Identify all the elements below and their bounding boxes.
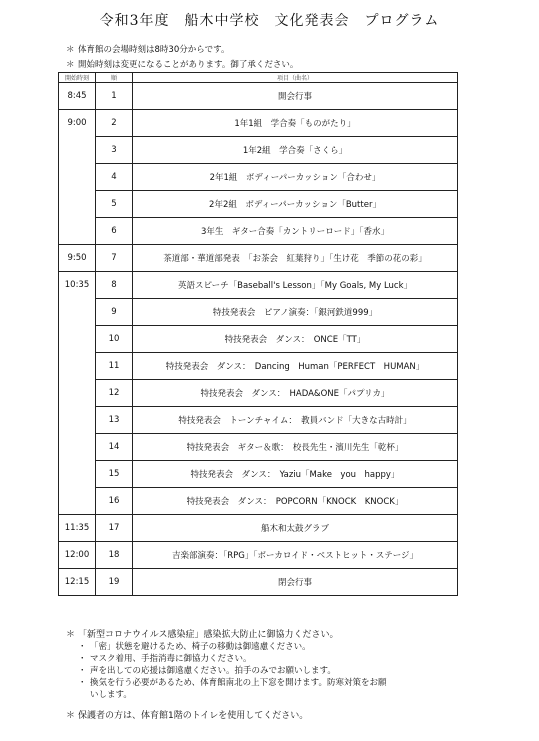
start-time: 9:00 [59, 110, 96, 245]
order-number: 17 [96, 515, 133, 542]
program-item: 特技発表会 トーンチャイム： 教員バンド「大きな古時計」 [133, 407, 458, 434]
order-number: 9 [96, 299, 133, 326]
page-title: 令和3年度 船木中学校 文化発表会 プログラム [99, 13, 440, 29]
bullet-mark: ・ [78, 654, 87, 664]
footer-toilet-text: 保護者の方は、体育館1階のトイレを使用してください。 [78, 711, 309, 721]
order-number: 3 [96, 137, 133, 164]
footer-covid-lead [66, 627, 338, 640]
order-number: 11 [96, 353, 133, 380]
program-item: 茶道部・華道部発表 「お茶会 紅葉狩り」「生け花 季節の花の彩」 [133, 245, 458, 272]
table-row [59, 110, 458, 137]
start-time: 12:00 [59, 542, 96, 569]
program-table [58, 72, 458, 596]
table-row [59, 299, 458, 326]
footer-bullet [78, 652, 252, 664]
footer-bullet-continuation: いします。 [90, 690, 132, 700]
table-header-row [59, 73, 458, 83]
header-order: 順 [96, 73, 133, 83]
program-item: 特技発表会 ダンス： HADA&ONE「パプリカ」 [133, 380, 458, 407]
program-item: 特技発表会 ダンス： ONCE「TT」 [133, 326, 458, 353]
footer-bullet [78, 640, 311, 652]
order-number: 15 [96, 461, 133, 488]
header-item: 項目（曲名） [133, 73, 458, 83]
table-row [59, 434, 458, 461]
bullet-mark: ・ [78, 642, 87, 652]
table-row [59, 83, 458, 110]
order-number: 2 [96, 110, 133, 137]
order-number: 8 [96, 272, 133, 299]
footer-bullet [78, 676, 386, 688]
bullet-mark: ・ [78, 678, 87, 688]
note-venue-time [66, 43, 229, 55]
table-row [59, 353, 458, 380]
start-time: 9:50 [59, 245, 96, 272]
note-mark: ＊ [66, 45, 75, 55]
program-item: 開会行事 [133, 83, 458, 110]
table-row [59, 326, 458, 353]
order-number: 10 [96, 326, 133, 353]
bullet-mark: ・ [78, 666, 87, 676]
note-text: 開始時刻は変更になることがあります。御了承ください。 [78, 60, 299, 70]
table-row [59, 380, 458, 407]
order-number: 4 [96, 164, 133, 191]
order-number: 16 [96, 488, 133, 515]
table-row [59, 191, 458, 218]
table-row [59, 569, 458, 596]
order-number: 5 [96, 191, 133, 218]
table-row [59, 488, 458, 515]
note-time-change [66, 58, 298, 70]
note-mark: ＊ [66, 60, 75, 70]
order-number: 14 [96, 434, 133, 461]
order-number: 13 [96, 407, 133, 434]
footer-bullet-text: 「密」状態を避けるため、椅子の移動は御遠慮ください。 [90, 642, 311, 652]
table-row [59, 542, 458, 569]
table-row [59, 164, 458, 191]
order-number: 7 [96, 245, 133, 272]
order-number: 1 [96, 83, 133, 110]
footer-bullet [78, 664, 336, 676]
order-number: 6 [96, 218, 133, 245]
header-time: 開始時刻 [59, 73, 96, 83]
program-item: 2年1組 ボディーパーカッション「合わせ」 [133, 164, 458, 191]
table-row [59, 137, 458, 164]
table-row [59, 272, 458, 299]
note-text: 体育館の会場時刻は8時30分からです。 [78, 45, 230, 55]
table-row [59, 218, 458, 245]
footer-lead-text: 「新型コロナウイルス感染症」感染拡大防止に御協力ください。 [78, 630, 339, 640]
program-item: 1年1組 学合奏「ものがたり」 [133, 110, 458, 137]
order-number: 12 [96, 380, 133, 407]
program-item: 英語スピーチ「Baseball's Lesson」「My Goals, My Luck」 [133, 272, 458, 299]
start-time: 12:15 [59, 569, 96, 596]
program-item: 閉会行事 [133, 569, 458, 596]
table-row [59, 407, 458, 434]
table-row [59, 515, 458, 542]
footer-bullet-text: マスク着用、手指消毒に御協力ください。 [90, 654, 252, 664]
program-item: 特技発表会 ピアノ演奏：「銀河鉄道999」 [133, 299, 458, 326]
footer-bullet-text: 換気を行う必要があるため、体育館南北の上下窓を開けます。防寒対策をお願 [90, 678, 387, 688]
start-time: 11:35 [59, 515, 96, 542]
footer-mark: ＊ [66, 630, 76, 640]
table-row [59, 461, 458, 488]
program-item: 特技発表会 ダンス： POPCORN「KNOCK KNOCK」 [133, 488, 458, 515]
start-time: 10:35 [59, 272, 96, 515]
program-item: 3年生 ギター合奏「カントリーロード」「香水」 [133, 218, 458, 245]
footer-toilet-note [66, 708, 308, 721]
footer-mark: ＊ [66, 711, 76, 721]
program-item: 特技発表会 ダンス： Dancing Human「PERFECT HUMAN」 [133, 353, 458, 380]
program-item: 1年2組 学合奏「さくら」 [133, 137, 458, 164]
start-time: 8:45 [59, 83, 96, 110]
order-number: 18 [96, 542, 133, 569]
program-item: 吉楽部演奏：「RPG」「ボーカロイド・ベストヒット・ステージ」 [133, 542, 458, 569]
table-row [59, 245, 458, 272]
order-number: 19 [96, 569, 133, 596]
program-item: 2年2組 ボディーパーカッション「Butter」 [133, 191, 458, 218]
program-item: 特技発表会 ダンス： Yaziu「Make you happy」 [133, 461, 458, 488]
program-item: 特技発表会 ギター＆歌： 校長先生・濱川先生「乾杯」 [133, 434, 458, 461]
program-item: 船木和太鼓グラブ [133, 515, 458, 542]
footer-bullet-text: 声を出しての応援は御遠慮ください。拍手のみでお願いします。 [90, 666, 336, 676]
